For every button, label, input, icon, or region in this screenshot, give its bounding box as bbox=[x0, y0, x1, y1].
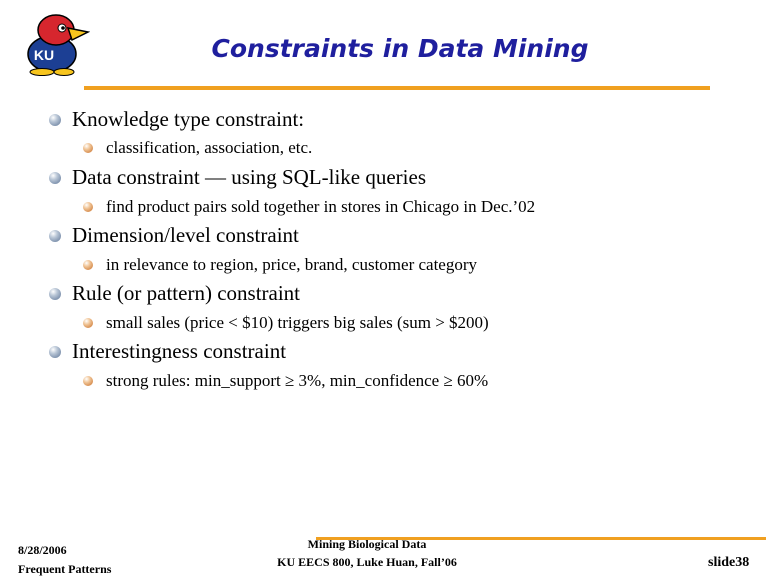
footer-topic: Frequent Patterns bbox=[18, 562, 112, 576]
sub-bullet-icon bbox=[83, 202, 93, 212]
sub-bullet-icon bbox=[83, 260, 93, 270]
sub-bullet-text: in relevance to region, price, brand, customer category bbox=[106, 255, 478, 274]
bullet-text: Knowledge type constraint: bbox=[72, 107, 305, 131]
bullet-text: Dimension/level constraint bbox=[72, 223, 299, 247]
footer-left bbox=[18, 541, 111, 579]
sub-bullet-icon bbox=[83, 376, 93, 386]
bullet-text: Interestingness constraint bbox=[72, 339, 287, 363]
title-divider bbox=[84, 86, 710, 90]
ku-jayhawk-logo bbox=[12, 10, 90, 76]
sub-bullet-icon bbox=[83, 318, 93, 328]
bullet-icon bbox=[49, 114, 61, 126]
ku-logo-text: KU bbox=[33, 47, 55, 63]
sub-bullet-icon bbox=[83, 143, 93, 153]
bullet-text: Data constraint — using SQL-like queries bbox=[72, 165, 427, 189]
sub-bullet-text: classification, association, etc. bbox=[106, 138, 313, 157]
sub-bullet-text: small sales (price < $10) triggers big sales (sum > $200) bbox=[106, 313, 489, 332]
bullet-icon bbox=[49, 230, 61, 242]
slide-title: Constraints in Data Mining bbox=[211, 34, 589, 63]
sub-bullet-text: find product pairs sold together in stores in Chicago in Dec.’02 bbox=[106, 197, 536, 216]
slide-number: slide38 bbox=[708, 555, 750, 570]
bullet-icon bbox=[49, 346, 61, 358]
footer-date: 8/28/2006 bbox=[18, 543, 67, 557]
bullet-icon bbox=[49, 172, 61, 184]
sub-bullet-text: strong rules: min_support ≥ 3%, min_confidence ≥ 60% bbox=[106, 371, 489, 390]
footer-course-title: Mining Biological Data bbox=[307, 537, 427, 551]
footer-course-info: KU EECS 800, Luke Huan, Fall’06 bbox=[277, 555, 457, 569]
bullet-icon bbox=[49, 288, 61, 300]
footer-center bbox=[262, 535, 472, 571]
bullet-text: Rule (or pattern) constraint bbox=[72, 281, 301, 305]
